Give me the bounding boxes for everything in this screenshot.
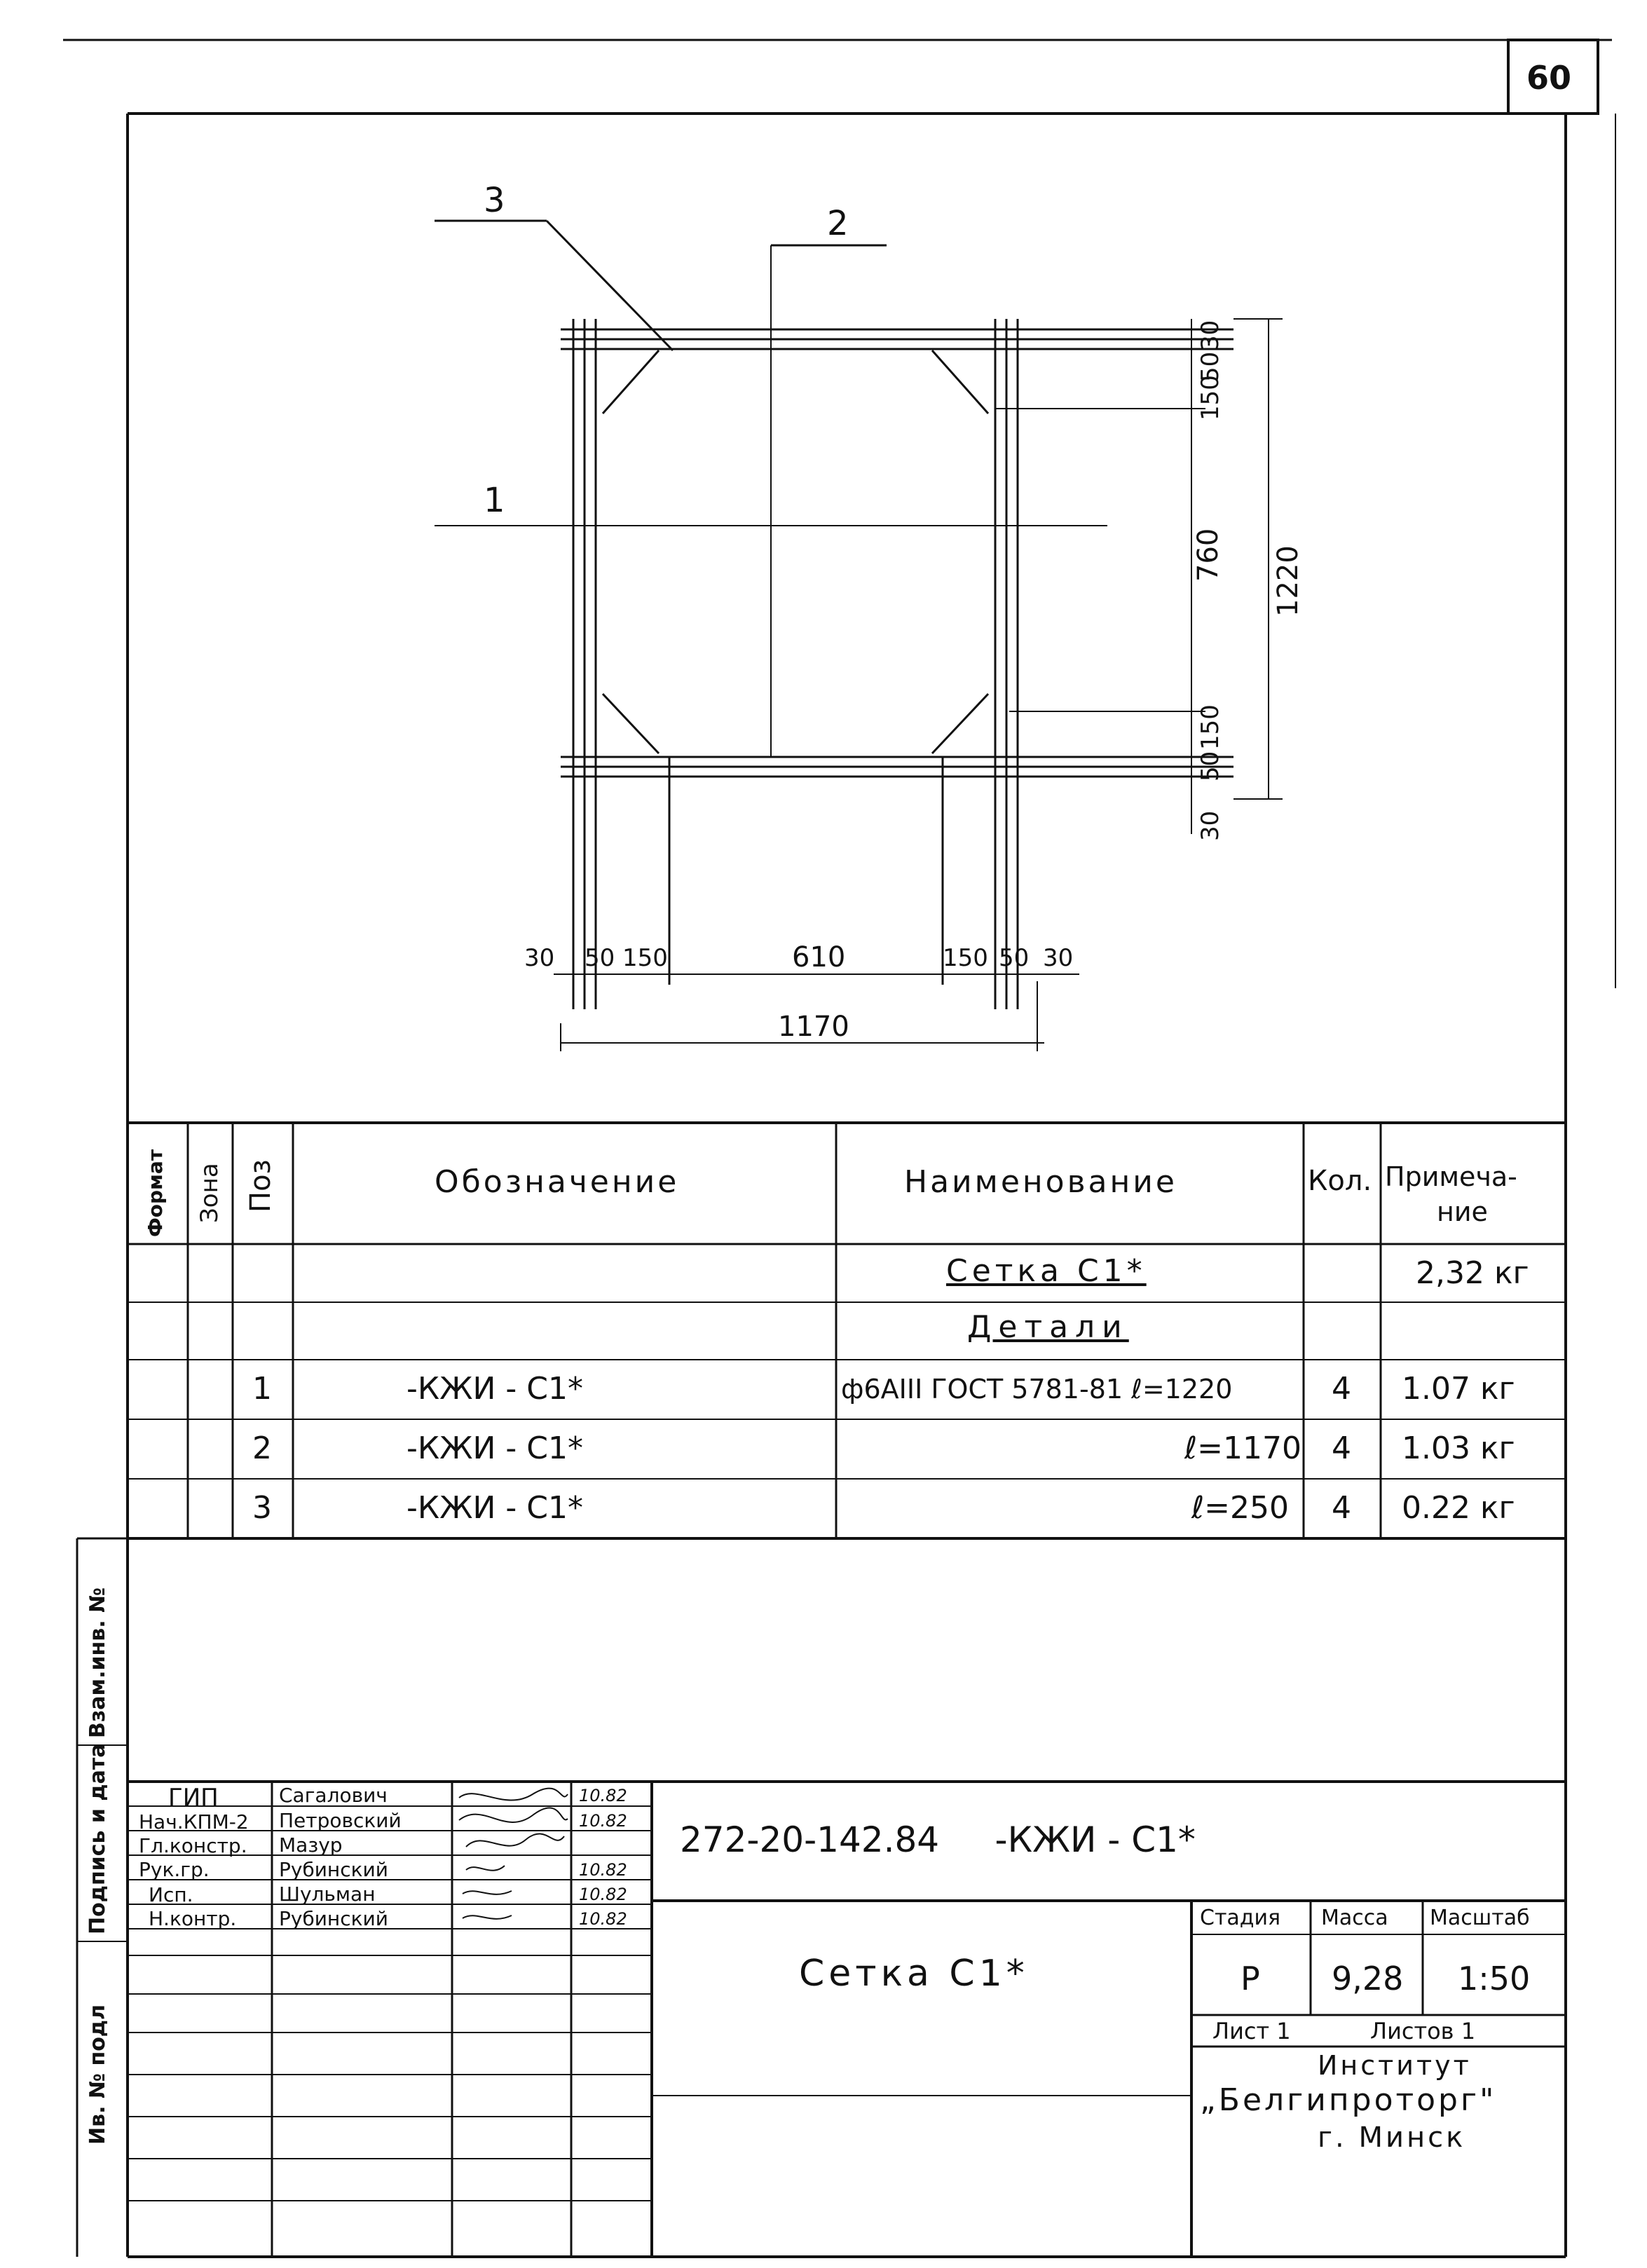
row-2-pos: 2 xyxy=(252,1430,272,1466)
dim-v-150-bot: 150 xyxy=(1196,704,1224,750)
dim-h-150-right: 150 xyxy=(943,944,988,972)
dim-v-50-top: 50 xyxy=(1196,351,1224,382)
name-5: Шульман xyxy=(279,1883,376,1906)
name-4: Рубинский xyxy=(279,1858,388,1881)
header-note-2: ние xyxy=(1437,1196,1488,1227)
row-3-designation: -КЖИ - С1* xyxy=(406,1490,583,1526)
stage-label: Стадия xyxy=(1200,1906,1281,1930)
row-2-note: 1.03 кг xyxy=(1402,1430,1515,1466)
mass-label: Масса xyxy=(1321,1906,1388,1930)
dim-v-30-bot: 30 xyxy=(1196,810,1224,841)
section-details: Детали xyxy=(967,1309,1129,1345)
institute-line-2: „Белгипроторг" xyxy=(1200,2082,1497,2118)
date-5: 10.82 xyxy=(579,1885,627,1904)
dim-h-150-left: 150 xyxy=(622,944,668,972)
sheet-number: Лист 1 xyxy=(1212,2018,1291,2044)
date-2: 10.82 xyxy=(579,1811,627,1831)
name-3: Мазур xyxy=(279,1833,343,1857)
role-group-lead: Рук.гр. xyxy=(139,1858,210,1881)
document-code: 272-20-142.84 -КЖИ - С1* xyxy=(680,1819,1196,1860)
callout-1: 1 xyxy=(484,481,505,520)
role-norm-control: Н.контр. xyxy=(149,1907,237,1930)
name-1: Сагалович xyxy=(279,1784,388,1807)
callout-2: 2 xyxy=(827,204,849,243)
dim-v-150-top: 150 xyxy=(1196,375,1224,421)
name-6: Рубинский xyxy=(279,1907,388,1930)
header-pos: Поз xyxy=(245,1159,277,1212)
drawing-title: Сетка С1* xyxy=(799,1953,1029,1995)
page-number: 60 xyxy=(1526,59,1572,97)
header-zone: Зона xyxy=(196,1163,224,1223)
row-1-name: ф6АIII ГОСТ 5781-81 ℓ=1220 xyxy=(841,1374,1233,1405)
row-1-pos: 1 xyxy=(252,1371,272,1407)
role-head-kpm: Нач.КПМ-2 xyxy=(139,1810,249,1833)
dim-v-760: 760 xyxy=(1192,528,1224,582)
callout-3: 3 xyxy=(484,181,505,220)
stamp-replaced-inv: Взам.инв. № xyxy=(86,1587,110,1738)
assembly-note: 2,32 кг xyxy=(1416,1255,1529,1291)
header-name: Наименование xyxy=(904,1164,1177,1200)
role-chief-designer: Гл.констр. xyxy=(139,1834,247,1857)
dim-h-30-left: 30 xyxy=(524,944,555,972)
role-executor: Исп. xyxy=(149,1883,193,1906)
assembly-name: Сетка С1* xyxy=(946,1253,1147,1289)
header-format: Формат xyxy=(144,1149,167,1237)
mass-value: 9,28 xyxy=(1332,1960,1404,1997)
row-3-pos: 3 xyxy=(252,1490,272,1526)
dim-h-30-right: 30 xyxy=(1043,944,1074,972)
row-1-qty: 4 xyxy=(1332,1371,1351,1407)
dim-v-30-top: 30 xyxy=(1196,320,1224,350)
row-3-name: ℓ=250 xyxy=(1191,1490,1290,1526)
date-1: 10.82 xyxy=(579,1786,627,1805)
dim-h-610: 610 xyxy=(792,941,846,974)
row-3-note: 0.22 кг xyxy=(1402,1490,1515,1526)
stage-value: Р xyxy=(1241,1960,1260,1997)
stamp-original-inv: Ив. № подл xyxy=(86,2004,110,2145)
row-1-designation: -КЖИ - С1* xyxy=(406,1371,583,1407)
dim-overall-width: 1170 xyxy=(778,1011,849,1043)
name-2: Петровский xyxy=(279,1809,402,1832)
institute-line-3: г. Минск xyxy=(1318,2122,1466,2154)
institute-line-1: Институт xyxy=(1318,2050,1472,2081)
scale-label: Масштаб xyxy=(1430,1906,1530,1930)
dim-h-50-right: 50 xyxy=(999,944,1030,972)
role-gip: ГИП xyxy=(168,1784,219,1812)
dim-h-50-left: 50 xyxy=(585,944,615,972)
header-note-1: Примеча- xyxy=(1385,1161,1517,1192)
header-qty: Кол. xyxy=(1308,1165,1372,1197)
scale-value: 1:50 xyxy=(1458,1960,1531,1997)
sheet-count: Листов 1 xyxy=(1370,2018,1476,2044)
row-2-name: ℓ=1170 xyxy=(1184,1430,1302,1466)
row-2-qty: 4 xyxy=(1332,1430,1351,1466)
stamp-signature-date: Подпись и дата xyxy=(86,1743,110,1934)
header-designation: Обозначение xyxy=(435,1164,680,1200)
dim-v-50-bot: 50 xyxy=(1196,751,1224,781)
date-4: 10.82 xyxy=(579,1860,627,1880)
row-1-note: 1.07 кг xyxy=(1402,1371,1515,1407)
row-3-qty: 4 xyxy=(1332,1490,1351,1526)
row-2-designation: -КЖИ - С1* xyxy=(406,1430,583,1466)
date-6: 10.82 xyxy=(579,1909,627,1929)
dim-overall-height: 1220 xyxy=(1272,545,1304,617)
